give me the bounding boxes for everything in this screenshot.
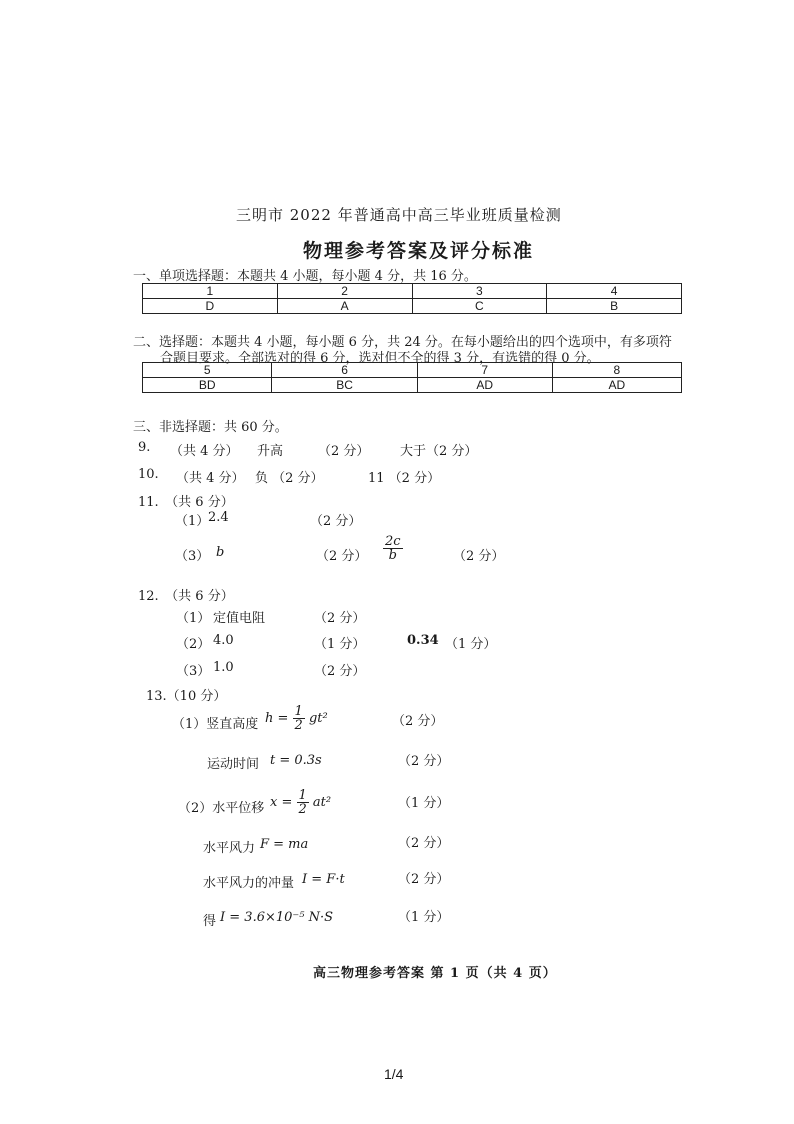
q12-r3-label: （3） [176,664,211,679]
q13-l3-frac-num: 1 [298,788,307,803]
q11-r2-score2: （2 分） [453,549,505,564]
q13-l6-eq: I = 3.6×10⁻⁵ N·S [220,910,334,925]
q13-l1-frac-den: 2 [294,718,303,733]
q11-fraction [383,535,403,562]
section2-heading-line1: 二、选择题：本题共 4 小题，每小题 6 分，共 24 分。在每小题给出的四个选项中，有多项符 [133,335,672,350]
table-cell: 6 [272,363,418,378]
q12-r1-score: （2 分） [314,611,366,626]
q12-r2-answer2: 0.34 [407,633,439,648]
page-footer: 高三物理参考答案 第 1 页（共 4 页） [313,966,557,981]
table-row [143,284,682,299]
q10-answer2: 11 （2 分） [368,471,441,486]
q12-r3-answer: 1.0 [213,660,234,675]
q12-r3-score: （2 分） [314,664,366,679]
q13-l6-text: 得 [203,914,217,929]
q11-r2-answer: b [216,545,225,560]
table-cell: 8 [552,363,681,378]
q13-l2-text: 运动时间 [207,757,260,772]
q10-number: 10. [138,467,159,482]
table-row [143,299,682,314]
q13-l4-score: （2 分） [398,836,450,851]
q13-l3-label: （2）水平位移 [178,801,265,816]
table-cell: D [143,299,278,314]
section1-heading: 一、单项选择题：本题共 4 小题，每小题 4 分，共 16 分。 [133,269,477,284]
q9-score1: （2 分） [318,444,370,459]
q10-total: （共 4 分） [176,471,245,486]
q13-l3-score: （1 分） [398,796,450,811]
q13-l3-frac-den: 2 [298,802,307,817]
q12-r2-score2: （1 分） [445,637,497,652]
table-cell: 2 [277,284,412,299]
table-cell: 5 [143,363,272,378]
table-row [143,378,682,393]
q13-heading: 13.（10 分） [146,689,227,704]
q13-l5-eq: I = F·t [302,872,345,887]
q13-l1-frac-num: 1 [294,704,303,719]
q11-fraction-numerator: 2c [385,534,401,549]
q9-answer2: 大于（2 分） [400,444,478,459]
q10-answer1: 负 （2 分） [255,471,324,486]
q9-answer1: 升高 [257,444,284,459]
q13-l1-lhs: h = [265,711,289,726]
table-cell: AD [552,378,681,393]
q13-l2-score: （2 分） [398,754,450,769]
q13-l4-eq: F = ma [260,837,309,852]
table-cell: BC [272,378,418,393]
section1-answer-table [142,283,682,314]
section3-heading: 三、非选择题：共 60 分。 [133,420,288,435]
q13-l5-score: （2 分） [398,872,450,887]
q12-r1-answer: 定值电阻 [213,611,266,626]
q11-r1-label: （1） [175,514,210,529]
q11-r2-score1: （2 分） [316,549,368,564]
q13-l1-formula [265,705,328,732]
q9-number: 9. [138,440,151,455]
table-row [143,363,682,378]
table-cell: 1 [143,284,278,299]
section2-answer-table [142,362,682,393]
q13-l1-score: （2 分） [392,714,444,729]
q12-r1-label: （1） [176,611,211,626]
table-cell: AD [417,378,552,393]
section2-heading-line2: 合题目要求。全部选对的得 6 分，选对但不全的得 3 分，有选错的得 0 分。 [160,351,600,366]
q13-l1-label: （1）竖直高度 [172,717,259,732]
q12-r2-score: （1 分） [314,637,366,652]
q13-l3-lhs: x = [270,795,293,810]
q13-l3-rhs: at² [312,795,332,810]
table-cell: 4 [547,284,682,299]
q13-l1-rhs: gt² [308,711,328,726]
q11-r2-label: （3） [175,549,210,564]
table-cell: BD [143,378,272,393]
q9-total: （共 4 分） [170,444,239,459]
q11-heading: 11. （共 6 分） [138,495,234,510]
q13-l6-score: （1 分） [398,910,450,925]
q11-fraction-denominator: b [388,548,397,563]
q13-l3-formula [270,789,331,816]
exam-subtitle: 三明市 2022 年普通高中高三毕业班质量检测 [236,206,562,224]
q13-l5-text: 水平风力的冲量 [203,876,295,891]
q11-r1-score: （2 分） [310,514,362,529]
q12-r2-answer: 4.0 [213,633,234,648]
page-number: 1/4 [384,1066,404,1082]
q13-l4-text: 水平风力 [203,841,256,856]
q12-heading: 12. （共 6 分） [138,589,234,604]
q13-l2-eq: t = 0.3s [270,753,322,768]
page-title: 物理参考答案及评分标准 [303,240,535,262]
q11-r1-answer: 2.4 [208,510,229,525]
table-cell: B [547,299,682,314]
table-cell: 7 [417,363,552,378]
table-cell: 3 [412,284,547,299]
table-cell: A [277,299,412,314]
table-cell: C [412,299,547,314]
q12-r2-label: （2） [176,637,211,652]
